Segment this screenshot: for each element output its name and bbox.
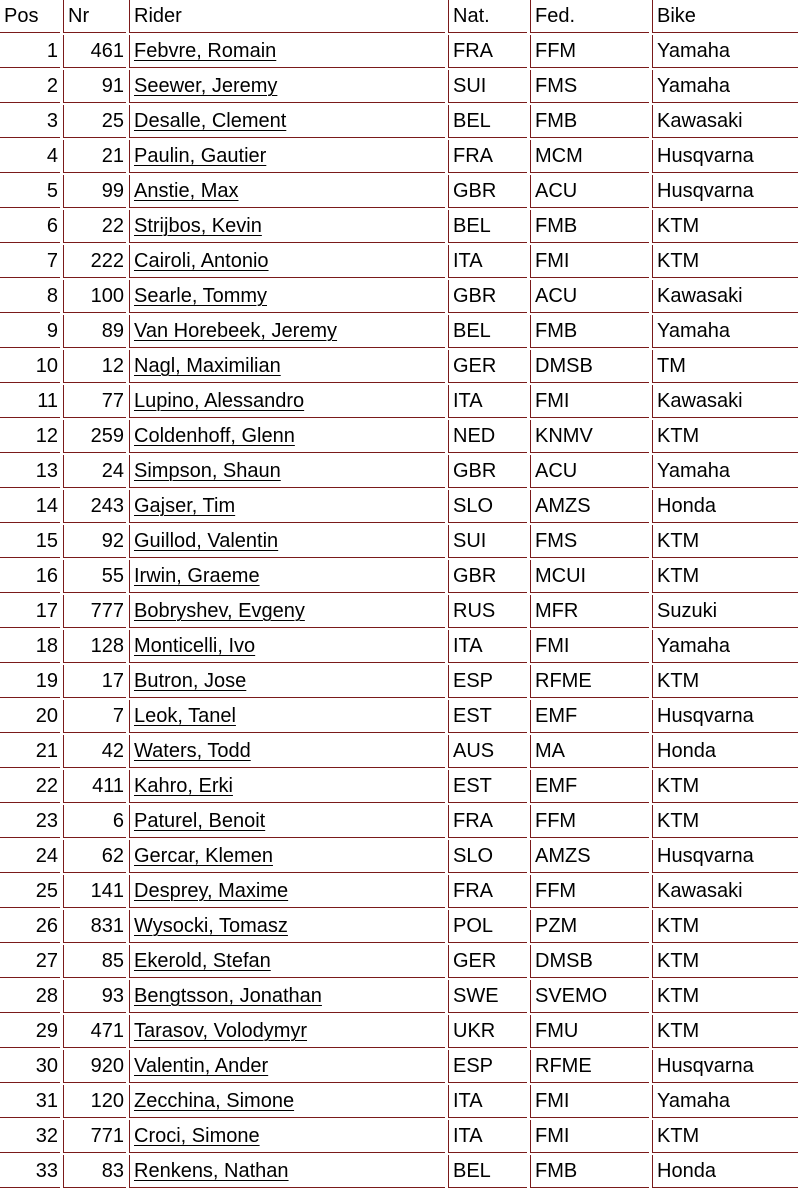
rider-link[interactable]: Tarasov, Volodymyr [134,1020,308,1042]
cell-rider [129,420,445,453]
cell-pos: 16 [0,560,60,593]
header-rider: Rider [129,0,445,33]
cell-rider [129,350,445,383]
cell-pos: 32 [0,1120,60,1153]
table-row [0,770,798,803]
cell-pos: 22 [0,770,60,803]
cell-nr: 24 [63,455,126,488]
cell-pos: 7 [0,245,60,278]
cell-rider [129,770,445,803]
cell-nr: 89 [63,315,126,348]
rider-link[interactable]: Simpson, Shaun [134,460,281,482]
cell-fed: EMF [530,770,649,803]
cell-pos: 23 [0,805,60,838]
table-row [0,245,798,278]
cell-bike: KTM [652,210,798,243]
table-row [0,840,798,873]
cell-nat: FRA [448,35,527,68]
cell-pos: 15 [0,525,60,558]
cell-rider [129,805,445,838]
rider-link[interactable]: Bobryshev, Evgeny [134,600,305,622]
table-row [0,700,798,733]
cell-pos: 11 [0,385,60,418]
cell-pos: 26 [0,910,60,943]
cell-rider [129,210,445,243]
cell-bike: KTM [652,420,798,453]
cell-bike: KTM [652,770,798,803]
cell-nr: 17 [63,665,126,698]
cell-nat: BEL [448,1155,527,1188]
cell-nat: GBR [448,175,527,208]
cell-nr: 461 [63,35,126,68]
cell-pos: 27 [0,945,60,978]
table-row [0,455,798,488]
cell-fed: FMI [530,1120,649,1153]
rider-link[interactable]: Strijbos, Kevin [134,215,262,237]
cell-nat: ITA [448,1120,527,1153]
cell-fed: MA [530,735,649,768]
rider-link[interactable]: Guillod, Valentin [134,530,279,552]
cell-pos: 30 [0,1050,60,1083]
cell-bike: TM [652,350,798,383]
cell-rider [129,525,445,558]
header-nat: Nat. [448,0,527,33]
rider-link[interactable]: Croci, Simone [134,1125,260,1147]
cell-nr: 12 [63,350,126,383]
cell-nr: 55 [63,560,126,593]
cell-pos: 8 [0,280,60,313]
cell-nat: ESP [448,665,527,698]
cell-rider [129,735,445,768]
cell-nat: SUI [448,70,527,103]
table-row [0,560,798,593]
cell-nat: BEL [448,105,527,138]
cell-rider [129,595,445,628]
cell-bike: Honda [652,490,798,523]
rider-link[interactable]: Renkens, Nathan [134,1160,289,1182]
cell-nr: 42 [63,735,126,768]
cell-fed: FMB [530,210,649,243]
cell-pos: 24 [0,840,60,873]
cell-pos: 2 [0,70,60,103]
cell-fed: DMSB [530,945,649,978]
cell-nat: ESP [448,1050,527,1083]
cell-nr: 91 [63,70,126,103]
cell-bike: KTM [652,560,798,593]
cell-nr: 128 [63,630,126,663]
table-row [0,595,798,628]
cell-bike: KTM [652,245,798,278]
cell-nat: FRA [448,875,527,908]
cell-bike: Kawasaki [652,385,798,418]
cell-nr: 77 [63,385,126,418]
cell-fed: EMF [530,700,649,733]
table-row [0,315,798,348]
rider-link[interactable]: Desalle, Clement [134,110,287,132]
cell-nat: AUS [448,735,527,768]
cell-pos: 1 [0,35,60,68]
cell-bike: KTM [652,1120,798,1153]
cell-nat: POL [448,910,527,943]
table-row [0,1120,798,1153]
cell-fed: AMZS [530,490,649,523]
cell-fed: FMS [530,70,649,103]
cell-bike: KTM [652,665,798,698]
cell-bike: Kawasaki [652,875,798,908]
cell-nr: 120 [63,1085,126,1118]
cell-fed: ACU [530,280,649,313]
cell-rider [129,910,445,943]
rider-link[interactable]: Monticelli, Ivo [134,635,256,657]
rider-link[interactable]: Ekerold, Stefan [134,950,271,972]
cell-fed: FMI [530,1085,649,1118]
cell-bike: Kawasaki [652,105,798,138]
cell-rider [129,105,445,138]
table-row [0,35,798,68]
rider-link[interactable]: Irwin, Graeme [134,565,260,587]
cell-bike: KTM [652,910,798,943]
cell-fed: FMS [530,525,649,558]
cell-bike: KTM [652,525,798,558]
cell-bike: Kawasaki [652,280,798,313]
cell-nat: RUS [448,595,527,628]
cell-rider [129,280,445,313]
cell-nr: 920 [63,1050,126,1083]
cell-pos: 5 [0,175,60,208]
cell-nr: 62 [63,840,126,873]
table-row [0,490,798,523]
cell-nat: GBR [448,280,527,313]
cell-fed: MCM [530,140,649,173]
rider-link[interactable]: Kahro, Erki [134,775,233,797]
table-row [0,105,798,138]
cell-rider [129,315,445,348]
cell-fed: FMI [530,245,649,278]
cell-nat: ITA [448,1085,527,1118]
cell-rider [129,245,445,278]
cell-fed: FMI [530,385,649,418]
cell-pos: 10 [0,350,60,383]
cell-pos: 21 [0,735,60,768]
cell-nr: 411 [63,770,126,803]
cell-nr: 7 [63,700,126,733]
cell-rider [129,700,445,733]
rider-link[interactable]: Valentin, Ander [134,1055,269,1077]
cell-bike: Honda [652,1155,798,1188]
results-table-header [0,0,798,33]
table-row [0,910,798,943]
table-row [0,140,798,173]
cell-pos: 19 [0,665,60,698]
cell-bike: KTM [652,805,798,838]
cell-fed: FFM [530,35,649,68]
cell-nr: 141 [63,875,126,908]
cell-fed: PZM [530,910,649,943]
cell-pos: 9 [0,315,60,348]
cell-nr: 243 [63,490,126,523]
cell-fed: FMI [530,630,649,663]
cell-fed: KNMV [530,420,649,453]
rider-link[interactable]: Gajser, Tim [134,495,236,517]
header-bike: Bike [652,0,798,33]
table-row [0,1085,798,1118]
table-row [0,665,798,698]
cell-nat: SLO [448,490,527,523]
cell-nr: 25 [63,105,126,138]
cell-bike: Yamaha [652,455,798,488]
cell-pos: 18 [0,630,60,663]
cell-bike: Husqvarna [652,700,798,733]
cell-fed: SVEMO [530,980,649,1013]
rider-link[interactable]: Butron, Jose [134,670,247,692]
cell-bike: Husqvarna [652,140,798,173]
cell-nat: ITA [448,630,527,663]
cell-pos: 29 [0,1015,60,1048]
cell-nat: UKR [448,1015,527,1048]
rider-link[interactable]: Paulin, Gautier [134,145,267,167]
cell-fed: FMB [530,105,649,138]
table-row [0,805,798,838]
cell-rider [129,455,445,488]
header-row [0,0,798,33]
cell-nr: 777 [63,595,126,628]
rider-link[interactable]: Nagl, Maximilian [134,355,281,377]
cell-nat: GBR [448,455,527,488]
cell-rider [129,490,445,523]
cell-fed: RFME [530,1050,649,1083]
cell-fed: FMB [530,1155,649,1188]
rider-link[interactable]: Cairoli, Antonio [134,250,269,272]
table-row [0,1155,798,1188]
cell-fed: DMSB [530,350,649,383]
cell-bike: KTM [652,980,798,1013]
rider-link[interactable]: Bengtsson, Jonathan [134,985,322,1007]
cell-pos: 25 [0,875,60,908]
cell-rider [129,945,445,978]
cell-nat: ITA [448,385,527,418]
cell-bike: Yamaha [652,315,798,348]
cell-rider [129,175,445,208]
cell-rider [129,875,445,908]
cell-nr: 93 [63,980,126,1013]
table-row [0,525,798,558]
header-fed: Fed. [530,0,649,33]
cell-fed: MFR [530,595,649,628]
cell-pos: 20 [0,700,60,733]
cell-nat: EST [448,700,527,733]
cell-pos: 4 [0,140,60,173]
cell-rider [129,630,445,663]
cell-pos: 28 [0,980,60,1013]
cell-fed: MCUI [530,560,649,593]
table-row [0,420,798,453]
cell-pos: 31 [0,1085,60,1118]
cell-bike: KTM [652,945,798,978]
rider-link[interactable]: Febvre, Romain [134,40,277,62]
cell-fed: ACU [530,175,649,208]
table-row [0,210,798,243]
cell-rider [129,1015,445,1048]
table-row [0,875,798,908]
cell-pos: 6 [0,210,60,243]
cell-nr: 222 [63,245,126,278]
table-row [0,175,798,208]
cell-rider [129,385,445,418]
cell-nat: GER [448,945,527,978]
cell-bike: Yamaha [652,1085,798,1118]
cell-nr: 6 [63,805,126,838]
cell-rider [129,70,445,103]
cell-rider [129,560,445,593]
rider-link[interactable]: Zecchina, Simone [134,1090,295,1112]
cell-rider [129,665,445,698]
table-row [0,630,798,663]
cell-nr: 21 [63,140,126,173]
rider-link[interactable]: Desprey, Maxime [134,880,289,902]
cell-bike: KTM [652,1015,798,1048]
cell-fed: AMZS [530,840,649,873]
cell-rider [129,840,445,873]
cell-rider [129,1085,445,1118]
cell-nr: 92 [63,525,126,558]
cell-nat: SWE [448,980,527,1013]
cell-nat: GBR [448,560,527,593]
cell-nat: NED [448,420,527,453]
cell-bike: Husqvarna [652,840,798,873]
rider-link[interactable]: Searle, Tommy [134,285,268,307]
table-row [0,945,798,978]
cell-pos: 12 [0,420,60,453]
cell-rider [129,1050,445,1083]
cell-nat: SLO [448,840,527,873]
cell-bike: Husqvarna [652,1050,798,1083]
cell-nat: BEL [448,210,527,243]
rider-link[interactable]: Wysocki, Tomasz [134,915,288,937]
cell-nat: BEL [448,315,527,348]
cell-nat: FRA [448,805,527,838]
rider-link[interactable]: Coldenhoff, Glenn [134,425,295,447]
rider-link[interactable]: Leok, Tanel [134,705,236,727]
cell-nr: 471 [63,1015,126,1048]
cell-fed: FFM [530,805,649,838]
rider-link[interactable]: Seewer, Jeremy [134,75,278,97]
table-row [0,385,798,418]
table-row [0,280,798,313]
cell-fed: FFM [530,875,649,908]
header-nr: Nr [63,0,126,33]
cell-rider [129,140,445,173]
cell-nat: ITA [448,245,527,278]
table-row [0,980,798,1013]
cell-fed: ACU [530,455,649,488]
cell-bike: Husqvarna [652,175,798,208]
rider-link[interactable]: Anstie, Max [134,180,239,202]
cell-nr: 22 [63,210,126,243]
cell-fed: FMU [530,1015,649,1048]
cell-pos: 3 [0,105,60,138]
cell-pos: 13 [0,455,60,488]
cell-bike: Yamaha [652,630,798,663]
cell-rider [129,35,445,68]
cell-pos: 33 [0,1155,60,1188]
cell-nat: SUI [448,525,527,558]
cell-nat: FRA [448,140,527,173]
results-table-body [0,35,798,1188]
rider-link[interactable]: Paturel, Benoit [134,810,266,832]
cell-nr: 771 [63,1120,126,1153]
cell-bike: Suzuki [652,595,798,628]
rider-link[interactable]: Gercar, Klemen [134,845,273,867]
cell-fed: RFME [530,665,649,698]
cell-bike: Yamaha [652,70,798,103]
cell-rider [129,1120,445,1153]
header-pos: Pos [0,0,60,33]
cell-nr: 99 [63,175,126,208]
cell-nat: EST [448,770,527,803]
table-row [0,735,798,768]
cell-pos: 17 [0,595,60,628]
cell-nat: GER [448,350,527,383]
cell-nr: 85 [63,945,126,978]
cell-pos: 14 [0,490,60,523]
cell-fed: FMB [530,315,649,348]
cell-bike: Honda [652,735,798,768]
cell-rider [129,980,445,1013]
cell-bike: Yamaha [652,35,798,68]
table-row [0,1015,798,1048]
table-row [0,350,798,383]
rider-link[interactable]: Van Horebeek, Jeremy [134,320,338,342]
table-row [0,1050,798,1083]
cell-nr: 831 [63,910,126,943]
cell-nr: 83 [63,1155,126,1188]
rider-link[interactable]: Lupino, Alessandro [134,390,305,412]
cell-nr: 100 [63,280,126,313]
table-row [0,70,798,103]
cell-nr: 259 [63,420,126,453]
cell-rider [129,1155,445,1188]
rider-link[interactable]: Waters, Todd [134,740,251,762]
